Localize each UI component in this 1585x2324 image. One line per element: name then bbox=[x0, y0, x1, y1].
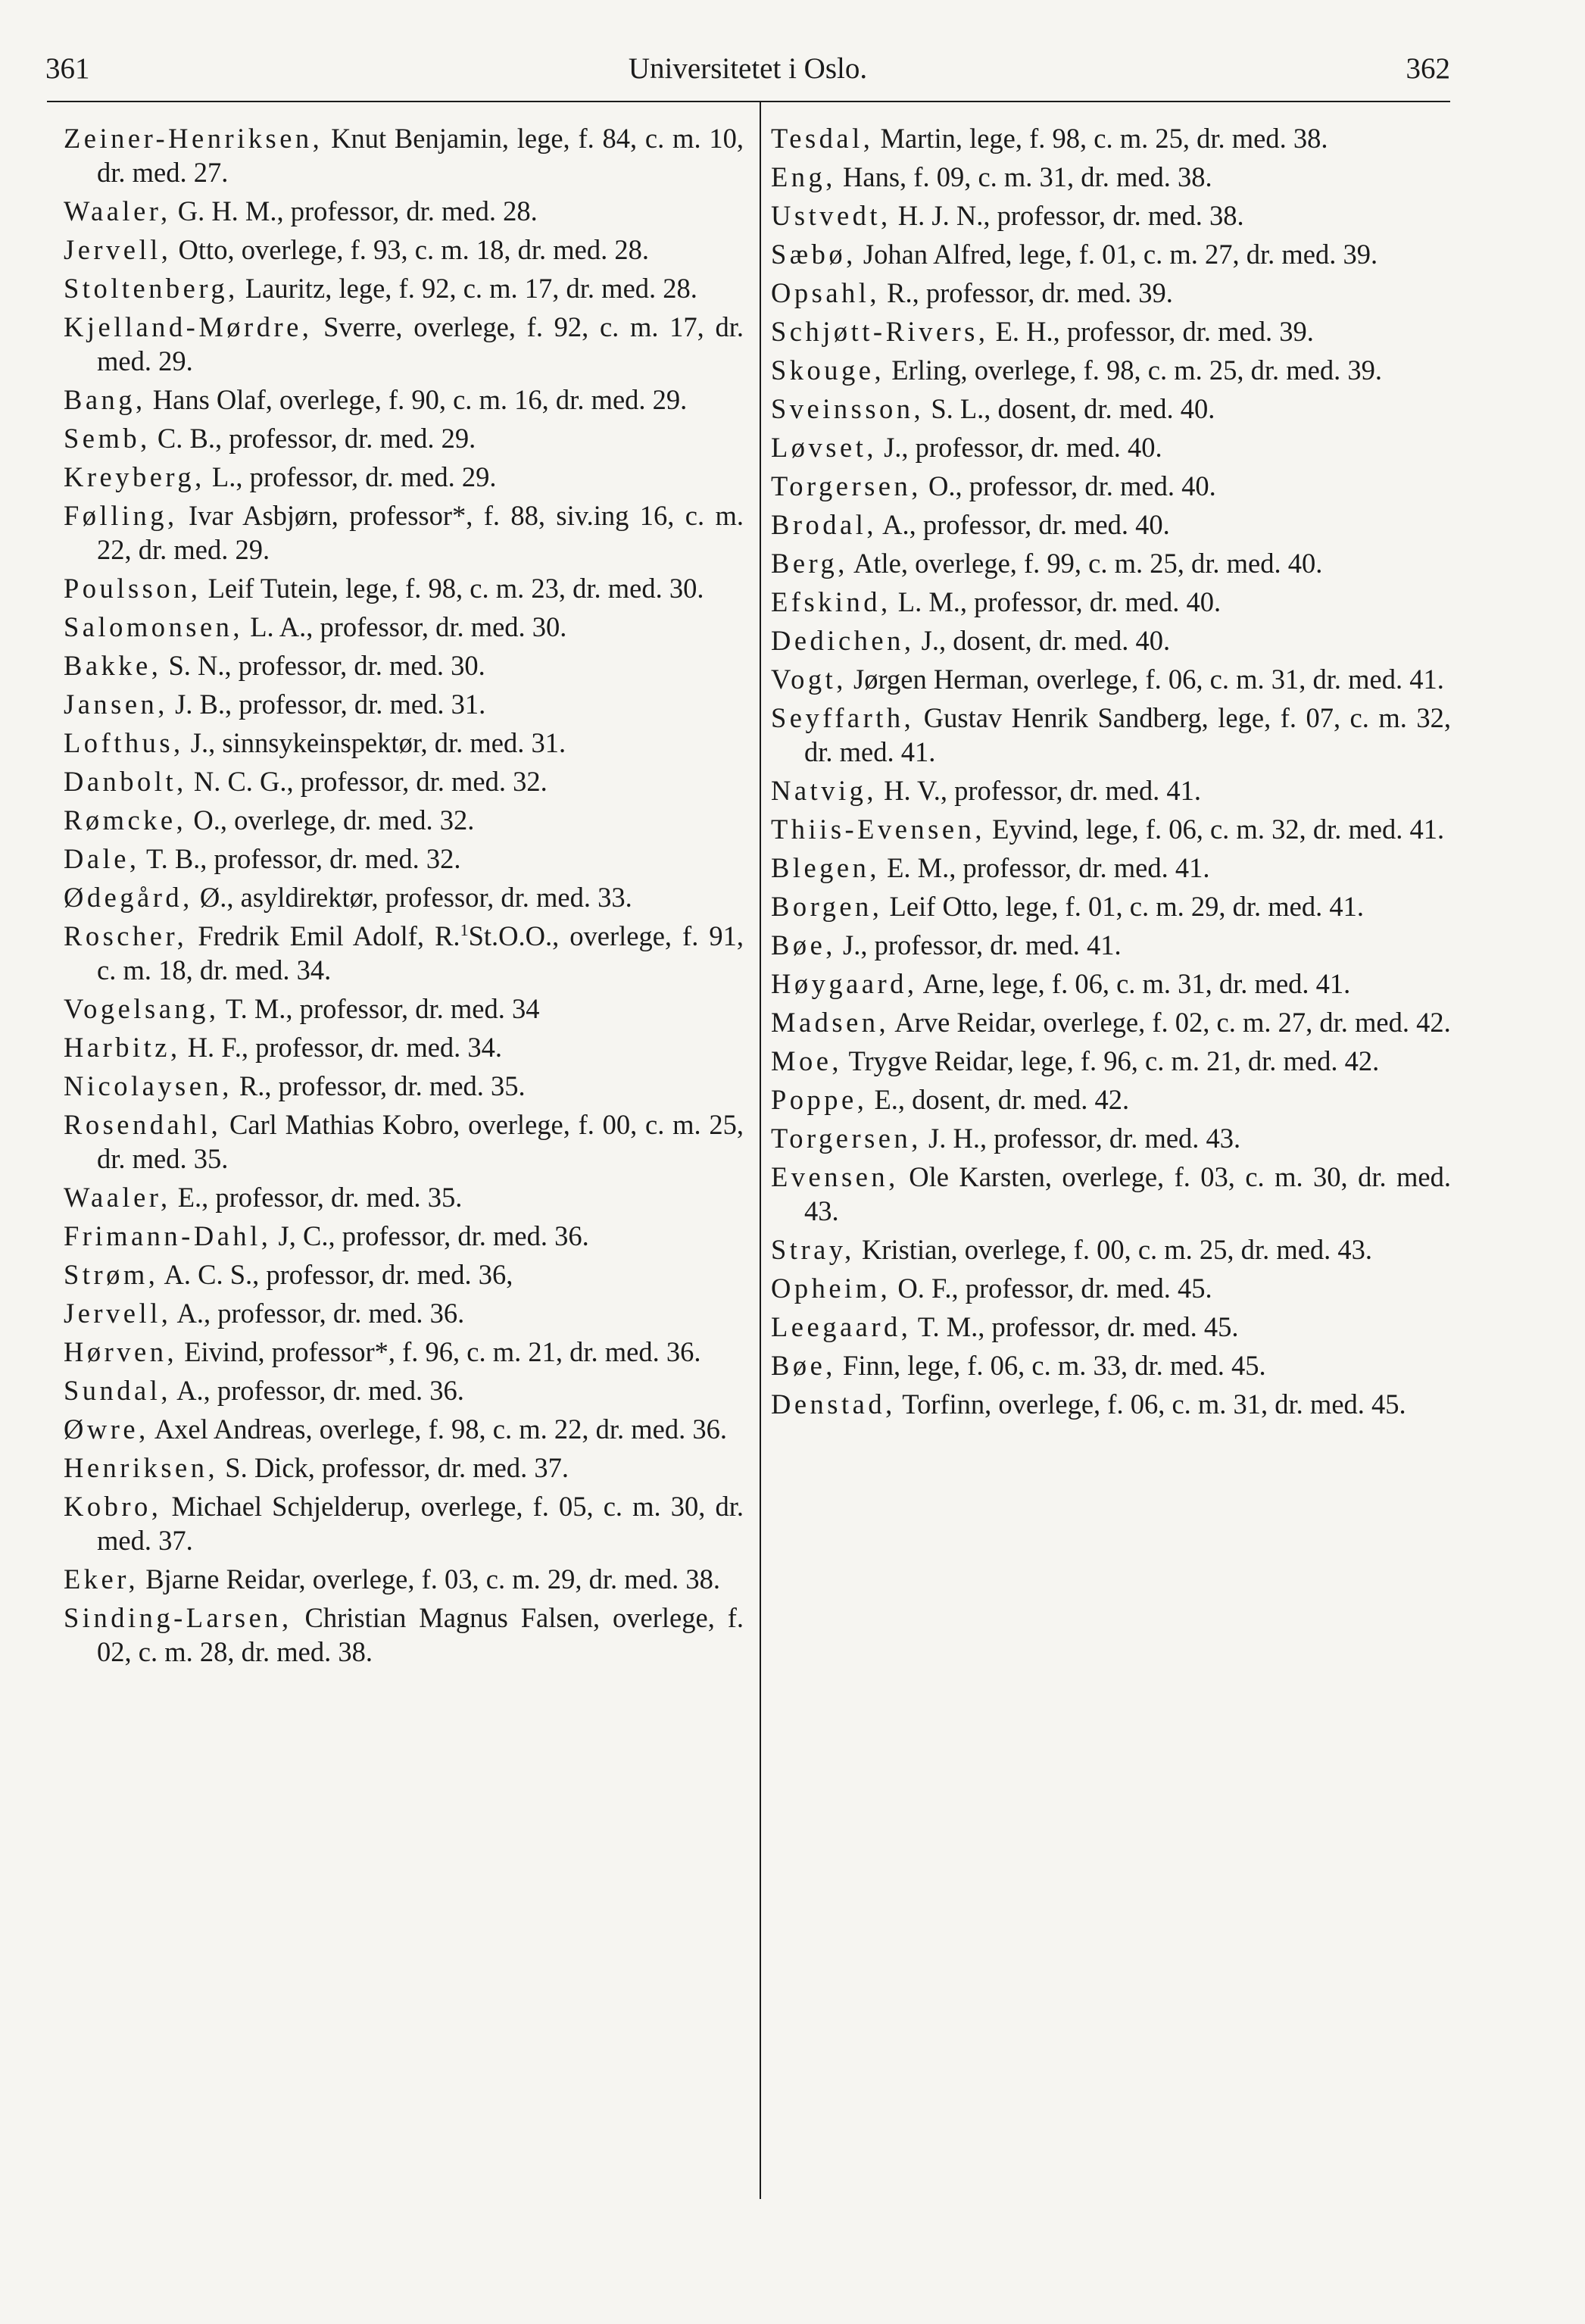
register-entry bbox=[771, 508, 1451, 542]
entry-details: O., overlege, dr. med. 32. bbox=[186, 804, 475, 836]
entry-name: Hørven, bbox=[64, 1336, 178, 1367]
entry-details: H. F., professor, dr. med. 34. bbox=[180, 1032, 503, 1063]
entry-name: Moe, bbox=[771, 1045, 843, 1076]
register-entry bbox=[771, 585, 1451, 619]
register-entry bbox=[771, 121, 1451, 155]
entry-name: Danbolt, bbox=[64, 766, 187, 797]
register-entry bbox=[771, 1310, 1451, 1344]
entry-name: Harbitz, bbox=[64, 1032, 181, 1063]
entry-details: Sverre, overlege, f. 92, c. m. 17, dr. med. 29. bbox=[97, 311, 744, 376]
register-entry bbox=[771, 353, 1451, 387]
entry-details: Eivind, professor*, f. 96, c. m. 21, dr. med. 36. bbox=[177, 1336, 701, 1367]
register-entry bbox=[64, 1412, 744, 1446]
entry-details: J. H., professor, dr. med. 43. bbox=[921, 1123, 1241, 1154]
register-entry bbox=[771, 276, 1451, 310]
entry-name: Salomonsen, bbox=[64, 611, 244, 642]
entry-details: Bjarne Reidar, overlege, f. 03, c. m. 29, dr. med. 38. bbox=[139, 1563, 720, 1595]
register-entry bbox=[64, 271, 744, 305]
register-entry bbox=[64, 194, 744, 228]
register-entry bbox=[771, 1082, 1451, 1117]
entry-details: S. L., dosent, dr. med. 40. bbox=[924, 393, 1215, 424]
entry-name: Dedichen, bbox=[771, 625, 915, 656]
register-entry bbox=[771, 773, 1451, 807]
entry-name: Jervell, bbox=[64, 1298, 172, 1329]
register-entry bbox=[771, 701, 1451, 769]
register-entry bbox=[64, 610, 744, 644]
entry-name: Berg, bbox=[771, 548, 848, 579]
register-entry bbox=[771, 812, 1451, 846]
entry-name: Borgen, bbox=[771, 891, 883, 922]
register-entry bbox=[771, 314, 1451, 348]
entry-name: Høygaard, bbox=[771, 968, 918, 999]
entry-details-continued: St.O.O., overlege, f. 91, c. m. 18, dr. med. 34. bbox=[97, 920, 744, 986]
page-header bbox=[45, 47, 1450, 92]
entry-name: Waaler, bbox=[64, 195, 171, 226]
register-entry bbox=[64, 310, 744, 378]
entry-details: J., professor, dr. med. 41. bbox=[835, 929, 1122, 961]
entry-details: T. M., professor, dr. med. 34 bbox=[219, 993, 540, 1024]
entry-name: Bøe, bbox=[771, 1350, 836, 1381]
entry-details: Martin, lege, f. 98, c. m. 25, dr. med. 38. bbox=[873, 123, 1328, 154]
entry-details: J., sinnsykeinspektør, dr. med. 31. bbox=[183, 727, 566, 758]
register-entry bbox=[64, 803, 744, 837]
entry-details: T. B., professor, dr. med. 32. bbox=[139, 843, 461, 874]
entry-details: Finn, lege, f. 06, c. m. 33, dr. med. 45. bbox=[835, 1350, 1266, 1381]
register-entry bbox=[771, 1160, 1451, 1228]
entry-name: Sveinsson, bbox=[771, 393, 925, 424]
register-entry bbox=[64, 383, 744, 417]
entry-name: Kreyberg, bbox=[64, 461, 205, 492]
entry-name: Rømcke, bbox=[64, 804, 187, 836]
entry-name: Skouge, bbox=[771, 355, 885, 386]
entry-details: Fredrik Emil Adolf, R. bbox=[187, 920, 460, 951]
entry-name: Sinding-Larsen, bbox=[64, 1602, 292, 1633]
entry-details: Otto, overlege, f. 93, c. m. 18, dr. med. 28. bbox=[171, 234, 649, 265]
entry-name: Eker, bbox=[64, 1563, 139, 1595]
entry-name: Natvig, bbox=[771, 775, 877, 806]
register-entry bbox=[64, 880, 744, 914]
entry-details: H. J. N., professor, dr. med. 38. bbox=[891, 200, 1244, 231]
entry-details: Jørgen Herman, overlege, f. 06, c. m. 31, dr. med. 41. bbox=[846, 664, 1444, 695]
header-rule bbox=[47, 101, 1450, 102]
entry-details: N. C. G., professor, dr. med. 32. bbox=[186, 766, 548, 797]
entry-name: Jansen, bbox=[64, 689, 168, 720]
register-entry bbox=[64, 571, 744, 605]
register-entry bbox=[64, 1030, 744, 1064]
register-entry bbox=[64, 121, 744, 189]
register-entry bbox=[771, 662, 1451, 696]
entry-name: Nicolaysen, bbox=[64, 1070, 232, 1101]
entry-name: Jervell, bbox=[64, 234, 172, 265]
entry-details: A., professor, dr. med. 36. bbox=[171, 1298, 465, 1329]
superscript-mark: 1 bbox=[460, 920, 469, 939]
entry-name: Schjøtt-Rivers, bbox=[771, 316, 989, 347]
entry-name: Opheim, bbox=[771, 1273, 891, 1304]
entry-name: Rosendahl, bbox=[64, 1109, 222, 1140]
entry-details: J., professor, dr. med. 40. bbox=[876, 432, 1162, 463]
entry-details: Ole Karsten, overlege, f. 03, c. m. 30, dr. med. 43. bbox=[804, 1161, 1451, 1226]
entry-name: Lofthus, bbox=[64, 727, 184, 758]
register-entry bbox=[771, 469, 1451, 503]
register-entry bbox=[64, 1296, 744, 1330]
entry-details: Eyvind, lege, f. 06, c. m. 32, dr. med. 41. bbox=[984, 814, 1445, 845]
register-entry bbox=[771, 392, 1451, 426]
entry-details: Hans, f. 09, c. m. 31, dr. med. 38. bbox=[835, 161, 1212, 192]
register-entry bbox=[771, 1271, 1451, 1305]
entry-name: Eng, bbox=[771, 161, 836, 192]
register-entry bbox=[64, 1335, 744, 1369]
register-entry bbox=[64, 233, 744, 267]
register-entry bbox=[771, 1121, 1451, 1155]
entry-details: Gustav Henrik Sandberg, lege, f. 07, c. m. 32, dr. med. 41. bbox=[804, 702, 1451, 767]
entry-details: L., professor, dr. med. 29. bbox=[204, 461, 497, 492]
entry-name: Semb, bbox=[64, 423, 151, 454]
register-entry bbox=[771, 1005, 1451, 1039]
entry-details: A., professor, dr. med. 40. bbox=[876, 509, 1170, 540]
entry-details: J, C., professor, dr. med. 36. bbox=[271, 1220, 589, 1251]
register-entry bbox=[771, 1232, 1451, 1267]
register-entry bbox=[64, 687, 744, 721]
entry-name: Poulsson, bbox=[64, 573, 201, 604]
entry-details: Trygve Reidar, lege, f. 96, c. m. 21, dr. med. 42. bbox=[842, 1045, 1380, 1076]
entry-details: H. V., professor, dr. med. 41. bbox=[876, 775, 1202, 806]
entry-details: Carl Mathias Kobro, overlege, f. 00, c. m. 25, dr. med. 35. bbox=[97, 1109, 744, 1174]
register-entry bbox=[64, 992, 744, 1026]
entry-name: Roscher, bbox=[64, 920, 188, 951]
register-entry bbox=[64, 1069, 744, 1103]
entry-name: Ødegård, bbox=[64, 882, 193, 913]
entry-name: Kobro, bbox=[64, 1491, 162, 1522]
entry-name: Denstad, bbox=[771, 1388, 896, 1420]
entry-name: Brodal, bbox=[771, 509, 877, 540]
register-entry bbox=[771, 928, 1451, 962]
entry-name: Bakke, bbox=[64, 650, 162, 681]
entry-name: Seyffarth, bbox=[771, 702, 915, 733]
entry-details: O. F., professor, dr. med. 45. bbox=[891, 1273, 1212, 1304]
entry-details: E., dosent, dr. med. 42. bbox=[867, 1084, 1130, 1115]
entry-name: Frimann-Dahl, bbox=[64, 1220, 272, 1251]
entry-details: R., professor, dr. med. 39. bbox=[880, 277, 1173, 308]
entry-name: Poppe, bbox=[771, 1084, 868, 1115]
entry-details: Kristian, overlege, f. 00, c. m. 25, dr. med. 43. bbox=[854, 1234, 1373, 1265]
entry-name: Stoltenberg, bbox=[64, 273, 239, 304]
entry-name: Opsahl, bbox=[771, 277, 881, 308]
left-page-number: 361 bbox=[45, 52, 90, 85]
entry-details: R., professor, dr. med. 35. bbox=[232, 1070, 526, 1101]
entry-name: Torgersen, bbox=[771, 470, 922, 501]
entry-name: Evensen, bbox=[771, 1161, 899, 1192]
entry-details: Knut Benjamin, lege, f. 84, c. m. 10, dr. med. 27. bbox=[97, 123, 744, 188]
entry-details: Ivar Asbjørn, professor*, f. 88, siv.ing 16, c. m. 22, dr. med. 29. bbox=[97, 500, 744, 565]
register-entry bbox=[64, 726, 744, 760]
entry-name: Vogelsang, bbox=[64, 993, 220, 1024]
register-entry bbox=[64, 498, 744, 567]
entry-name: Sundal, bbox=[64, 1375, 172, 1406]
entry-name: Øwre, bbox=[64, 1413, 149, 1445]
entry-details: A. C. S., professor, dr. med. 36, bbox=[158, 1259, 513, 1290]
entry-details: Hans Olaf, overlege, f. 90, c. m. 16, dr. med. 29. bbox=[145, 384, 688, 415]
entry-details: Torfinn, overlege, f. 06, c. m. 31, dr. med. 45. bbox=[895, 1388, 1406, 1420]
right-page-number: 362 bbox=[1406, 52, 1450, 85]
entry-name: Madsen, bbox=[771, 1007, 890, 1038]
register-entry bbox=[64, 1489, 744, 1557]
entry-name: Ustvedt, bbox=[771, 200, 891, 231]
entry-name: Thiis-Evensen, bbox=[771, 814, 985, 845]
entry-name: Blegen, bbox=[771, 852, 881, 883]
entry-details: Johan Alfred, lege, f. 01, c. m. 27, dr. med. 39. bbox=[856, 239, 1378, 270]
entry-details: Leif Tutein, lege, f. 98, c. m. 23, dr. med. 30. bbox=[201, 573, 704, 604]
entry-details: Christian Magnus Falsen, overlege, f. 02, c. m. 28, dr. med. 38. bbox=[97, 1602, 744, 1667]
entry-name: Sæbø, bbox=[771, 239, 856, 270]
entry-name: Torgersen, bbox=[771, 1123, 922, 1154]
entry-name: Løvset, bbox=[771, 432, 877, 463]
entry-name: Bøe, bbox=[771, 929, 836, 961]
entry-name: Stray, bbox=[771, 1234, 855, 1265]
running-title: Universitetet i Oslo. bbox=[628, 52, 868, 85]
register-entry bbox=[64, 1451, 744, 1485]
entry-details: Atle, overlege, f. 99, c. m. 25, dr. med. 40. bbox=[847, 548, 1323, 579]
entry-details: Michael Schjelderup, overlege, f. 05, c. m. 30, dr. med. 37. bbox=[97, 1491, 744, 1556]
entry-name: Tesdal, bbox=[771, 123, 874, 154]
entry-name: Bang, bbox=[64, 384, 146, 415]
register-entry bbox=[771, 546, 1451, 580]
entry-details: Leif Otto, lege, f. 01, c. m. 29, dr. med. 41. bbox=[882, 891, 1364, 922]
entry-details: Erling, overlege, f. 98, c. m. 25, dr. med. 39. bbox=[885, 355, 1382, 386]
register-entry bbox=[64, 1180, 744, 1214]
entry-details: L. M., professor, dr. med. 40. bbox=[891, 586, 1222, 617]
register-entry bbox=[64, 764, 744, 798]
register-entry bbox=[64, 648, 744, 683]
register-entry bbox=[64, 1562, 744, 1596]
register-entry bbox=[64, 842, 744, 876]
left-column bbox=[64, 121, 744, 1673]
entry-name: Strøm, bbox=[64, 1259, 159, 1290]
entry-details: E., professor, dr. med. 35. bbox=[170, 1182, 463, 1213]
entry-details: Arne, lege, f. 06, c. m. 31, dr. med. 41. bbox=[917, 968, 1351, 999]
entry-name: Dale, bbox=[64, 843, 140, 874]
entry-details: Axel Andreas, overlege, f. 98, c. m. 22, dr. med. 36. bbox=[148, 1413, 727, 1445]
entry-name: Zeiner-Henriksen, bbox=[64, 123, 323, 154]
register-entry bbox=[771, 889, 1451, 923]
entry-details: L. A., professor, dr. med. 30. bbox=[243, 611, 567, 642]
register-entry bbox=[771, 1044, 1451, 1078]
entry-details: S. N., professor, dr. med. 30. bbox=[161, 650, 485, 681]
entry-details: J., dosent, dr. med. 40. bbox=[914, 625, 1171, 656]
entry-name: Kjelland-Mørdre, bbox=[64, 311, 313, 342]
register-entry bbox=[64, 1257, 744, 1292]
register-entry bbox=[771, 160, 1451, 194]
entry-details: Ø., asyldirektør, professor, dr. med. 33. bbox=[192, 882, 632, 913]
entry-details: G. H. M., professor, dr. med. 28. bbox=[170, 195, 538, 226]
entry-details: E. M., professor, dr. med. 41. bbox=[880, 852, 1210, 883]
register-entry bbox=[64, 1601, 744, 1669]
entry-details: E. H., professor, dr. med. 39. bbox=[988, 316, 1314, 347]
entry-name: Leegaard, bbox=[771, 1311, 912, 1342]
register-entry bbox=[771, 967, 1451, 1001]
entry-details: O., professor, dr. med. 40. bbox=[921, 470, 1216, 501]
register-entry bbox=[771, 430, 1451, 464]
register-entry bbox=[771, 237, 1451, 271]
register-entry bbox=[64, 1219, 744, 1253]
entry-name: Efskind, bbox=[771, 586, 891, 617]
register-entry bbox=[64, 1373, 744, 1407]
entry-name: Vogt, bbox=[771, 664, 847, 695]
register-entry bbox=[771, 1348, 1451, 1382]
entry-details: J. B., professor, dr. med. 31. bbox=[167, 689, 486, 720]
entry-name: Waaler, bbox=[64, 1182, 171, 1213]
entry-name: Henriksen, bbox=[64, 1452, 219, 1483]
register-entry bbox=[64, 919, 744, 987]
right-column bbox=[771, 121, 1451, 1426]
register-entry bbox=[771, 1387, 1451, 1421]
register-entry bbox=[771, 623, 1451, 658]
register-entry bbox=[771, 851, 1451, 885]
column-divider bbox=[760, 101, 761, 2199]
entry-details: Arve Reidar, overlege, f. 02, c. m. 27, dr. med. 42. bbox=[889, 1007, 1451, 1038]
entry-details: S. Dick, professor, dr. med. 37. bbox=[218, 1452, 569, 1483]
entry-details: C. B., professor, dr. med. 29. bbox=[150, 423, 476, 454]
register-entry bbox=[64, 421, 744, 455]
entry-details: Lauritz, lege, f. 92, c. m. 17, dr. med. 28. bbox=[238, 273, 697, 304]
register-entry bbox=[771, 198, 1451, 233]
entry-name: Følling, bbox=[64, 500, 178, 531]
entry-details: T. M., professor, dr. med. 45. bbox=[911, 1311, 1239, 1342]
register-entry bbox=[64, 1107, 744, 1176]
entry-details: A., professor, dr. med. 36. bbox=[171, 1375, 464, 1406]
register-entry bbox=[64, 460, 744, 494]
